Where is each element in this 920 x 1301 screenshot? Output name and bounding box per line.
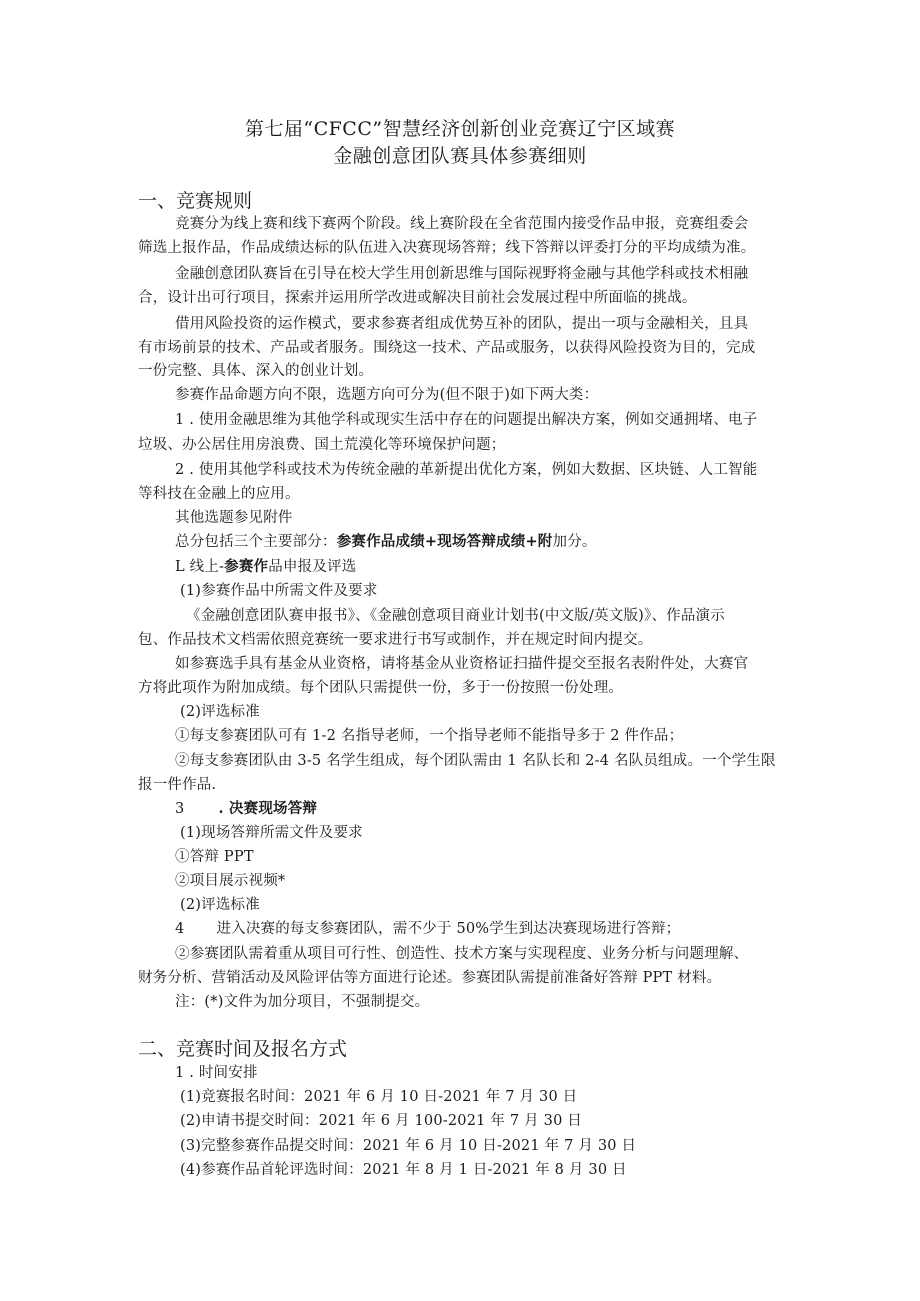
online-suffix: 品申报及评选 (268, 559, 357, 575)
section2-heading: 二、竞赛时间及报名方式 (138, 1038, 348, 1060)
paragraph-line: 参赛作品命题方向不限，选题方向可分为(但不限于)如下两大类： (175, 387, 599, 403)
paragraph-line: 借用风险投资的运作模式，要求参赛者组成优势互补的团队，提出一项与金融相关，且具 (175, 316, 749, 332)
criteria-item: ②参赛团队需着重从项目可行性、创造性、技术方案与实现程度、业务分析与问题理解、 (175, 946, 749, 962)
schedule-item: (2)申请书提交时间：2021 年 6 月 100-2021 年 7 月 30 日 (180, 1113, 582, 1129)
criteria-item: ①每支参赛团队可有 1-2 名指导老师，一个指导老师不能指导多于 2 件作品； (175, 728, 684, 744)
criteria-item: ②项目展示视频* (175, 873, 286, 889)
subheading: (2)评选标准 (180, 704, 260, 720)
paragraph-line: 合，设计出可行项目，探索并运用所学改进或解决目前社会发展过程中所面临的挑战。 (138, 290, 697, 306)
subheading: (1)参赛作品中所需文件及要求 (180, 583, 378, 599)
score-prefix: 总分包括三个主要部分： (175, 534, 337, 550)
list-item-cont: 垃圾、办公居住用房浪费、国土荒漠化等环境保护问题； (138, 437, 506, 453)
paragraph-line: 竞赛分为线上赛和线下赛两个阶段。线上赛阶段在全省范围内接受作品申报，竞赛组委会 (175, 216, 749, 232)
section1-heading: 一、竞赛规则 (138, 190, 253, 212)
paragraph-line: 金融创意团队赛旨在引导在校大学生用创新思维与国际视野将金融与其他学科或技术相融 (175, 266, 749, 282)
paragraph-line: 有市场前景的技术、产品或者服务。围绕这一技术、产品或服务，以获得风险投资为目的，完成 (138, 340, 756, 356)
final-title: . 决赛现场答辩 (218, 800, 318, 817)
criteria-text: 进入决赛的每支参赛团队，需不少于 50%学生到达决赛现场进行答辩； (216, 921, 681, 937)
list-item-cont: 等科技在金融上的应用。 (138, 486, 300, 502)
online-prefix: L 线上- (175, 559, 225, 575)
final-number: 3 (175, 801, 185, 817)
list-item: 2 . 使用其他学科或技术为传统金融的革新提出优化方案，例如大数据、区块链、人工智能 (175, 462, 758, 478)
score-composition (175, 530, 597, 551)
subheading: 1 . 时间安排 (175, 1065, 258, 1081)
criteria-item (175, 917, 680, 938)
paragraph-line: 其他选题参见附件 (175, 510, 293, 526)
paragraph-line: 《金融创意团队赛申报书》、《金融创意项目商业计划书(中文版/英文版)》、作品演示 (186, 608, 725, 624)
criteria-item: ①答辩 PPT (175, 849, 254, 865)
paragraph-line: 包、作品技术文档需依照竞赛统一要求进行书写或制作，并在规定时间内提交。 (138, 632, 653, 648)
subheading: (1)现场答辩所需文件及要求 (180, 825, 363, 841)
final-stage-heading (175, 797, 317, 818)
title-line-2: 金融创意团队赛具体参赛细则 (333, 145, 587, 167)
criteria-item-cont: 财务分析、营销活动及风险评估等方面进行论述。参赛团队需提前准备好答辩 PPT 材料。 (138, 970, 722, 986)
note: 注：(*)文件为加分项目，不强制提交。 (175, 994, 430, 1010)
criteria-number: 4 (175, 921, 185, 937)
title-line-1: 第七届“CFCC”智慧经济创新创业竞赛辽宁区域赛 (244, 118, 676, 140)
schedule-item: (4)参赛作品首轮评选时间：2021 年 8 月 1 日-2021 年 8 月 30 日 (180, 1162, 627, 1178)
schedule-item: (3)完整参赛作品提交时间：2021 年 6 月 10 日-2021 年 7 月 30 日 (180, 1138, 637, 1154)
schedule-item: (1)竞赛报名时间：2021 年 6 月 10 日-2021 年 7 月 30 日 (180, 1089, 578, 1105)
paragraph-line: 一份完整、具体、深入的创业计划。 (138, 363, 374, 379)
criteria-item: ②每支参赛团队由 3-5 名学生组成，每个团队需由 1 名队长和 2-4 名队员组成。一个学生限 (175, 753, 776, 769)
subheading: (2)评选标准 (180, 897, 260, 913)
score-suffix: 加分。 (552, 534, 597, 550)
paragraph-line: 如参赛选手具有基金从业资格，请将基金从业资格证扫描件提交至报名表附件处，大赛官 (175, 656, 749, 672)
score-bold: 参赛作品成绩+现场答辩成绩+附 (336, 533, 553, 550)
online-bold: 参赛作 (224, 558, 269, 575)
list-item: 1 . 使用金融思维为其他学科或现实生活中存在的问题提出解决方案，例如交通拥堵、电子 (175, 412, 758, 428)
paragraph-line: 方将此项作为附加成绩。每个团队只需提供一份，多于一份按照一份处理。 (138, 680, 624, 696)
criteria-item-cont: 报一件作品. (138, 777, 217, 793)
online-stage-heading (175, 555, 356, 576)
paragraph-line: 筛选上报作品，作品成绩达标的队伍进入决赛现场答辩；线下答辩以评委打分的平均成绩为准。 (138, 240, 756, 256)
